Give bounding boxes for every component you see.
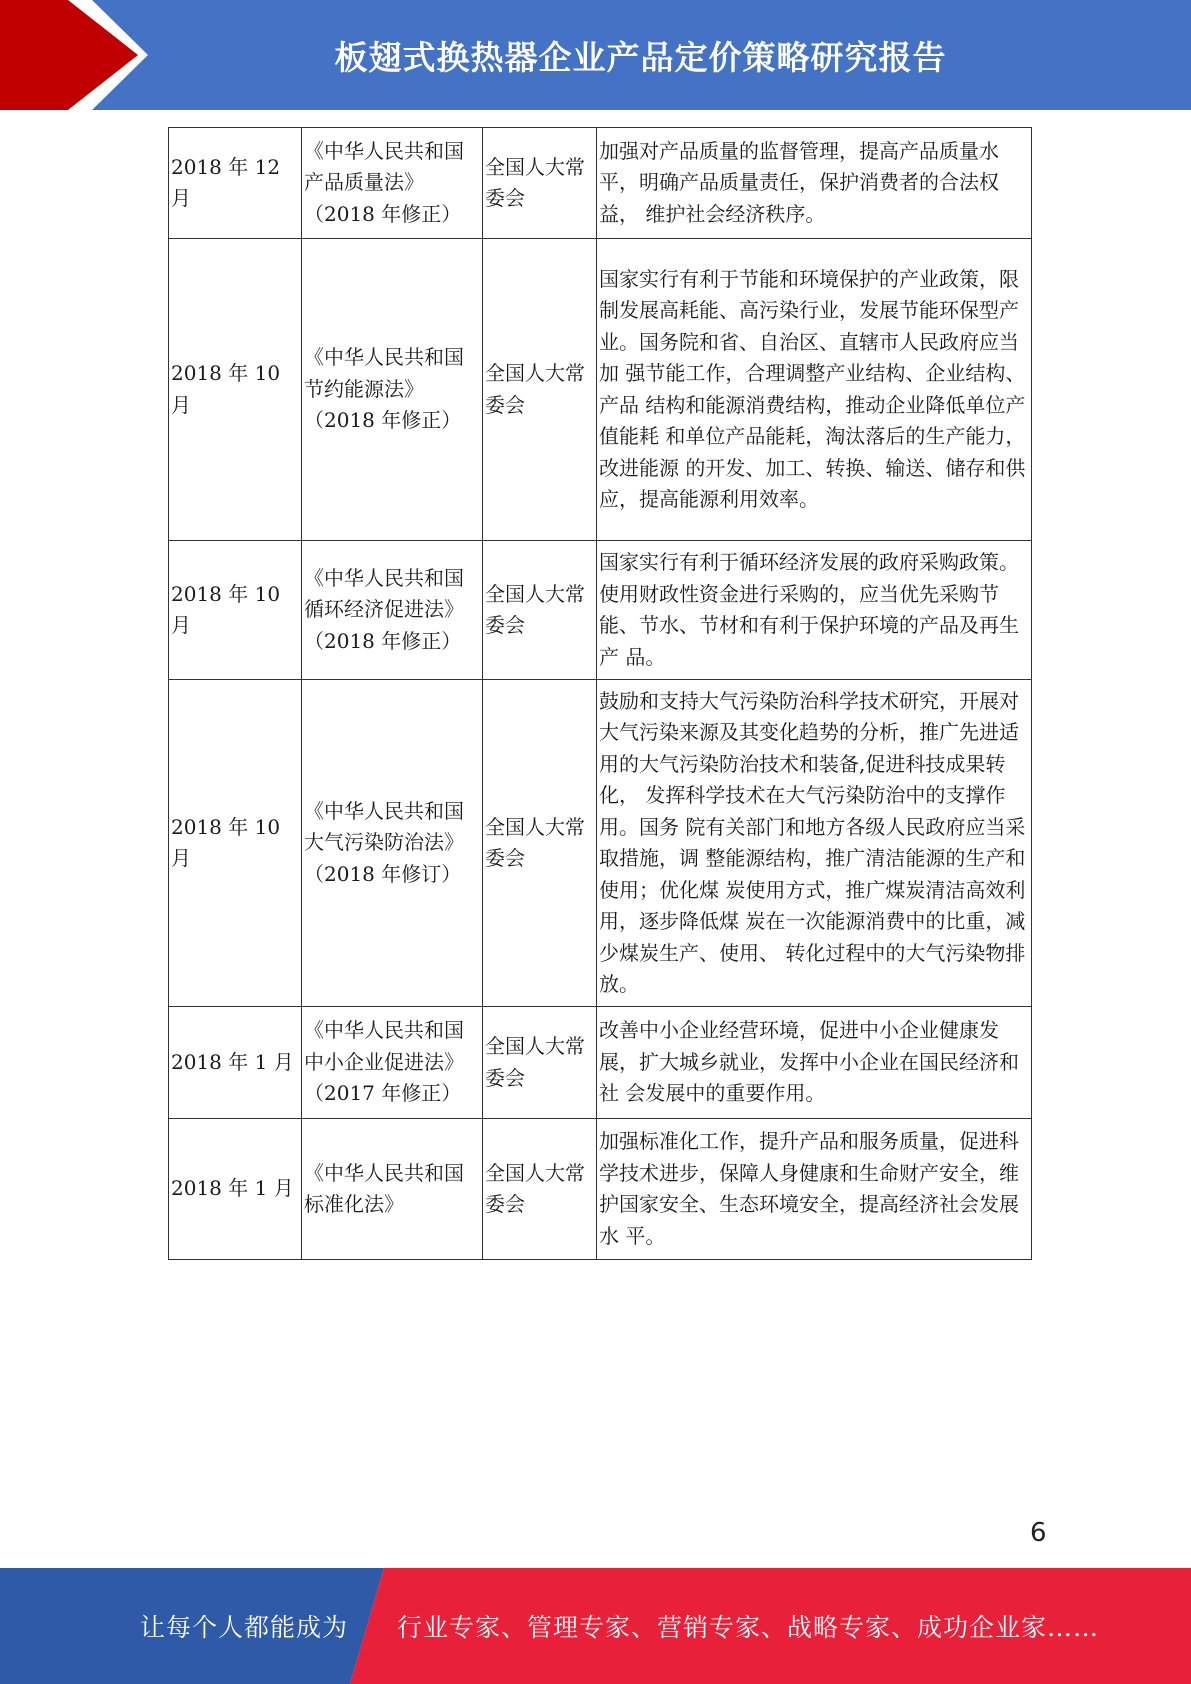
law-revision: （2018 年修订） [304,861,462,886]
law-cell [302,541,483,680]
footer-banner [0,1568,1191,1684]
table-row [169,541,1032,680]
header-banner [0,0,1191,110]
law-cell [302,128,483,239]
table-row [169,239,1032,541]
law-name: 《中华人民共和国节约能源法》 [304,345,464,401]
description-cell: 鼓励和支持大气污染防治科学技术研究，开展对大气污染来源及其变化趋势的分析，推广先进适 用的大气污染防治技术和装备,促进科技成果转化， 发挥科学技术在大气污染防治中的支撑作用。国务 院有关部门和地方各级人民政府应当采取措施，调 整能源结构，推广清洁能源的生产和使用；优化煤 炭使用方式，推广煤炭清洁高效利用，逐步降低煤 炭在一次能源消费中的比重，减少煤炭生产、使用、 转化过程中的大气污染物排放。 [597,680,1032,1007]
footer-slogan-right: 行业专家、管理专家、营销专家、战略专家、成功企业家…… [397,1613,1100,1642]
law-name: 《中华人民共和国大气污染防治法》 [304,798,464,855]
org-cell: 全国人大常委会 [483,239,597,541]
org-cell: 全国人大常委会 [483,128,597,239]
date-cell: 2018 年 10 月 [169,680,302,1007]
policy-table [168,127,1032,1260]
table-row [169,1119,1032,1260]
date-cell: 2018 年 1 月 [169,1007,302,1119]
date-cell: 2018 年 10 月 [169,239,302,541]
org-cell: 全国人大常委会 [483,1007,597,1119]
table-row [169,1007,1032,1119]
law-revision: （2018 年修正） [304,201,462,226]
description-cell: 国家实行有利于循环经济发展的政府采购政策。使用财政性资金进行采购的，应当优先采购节 能、节水、节材和有利于保护环境的产品及再生产 品。 [597,541,1032,680]
law-cell [302,680,483,1007]
date-cell: 2018 年 1 月 [169,1119,302,1260]
law-cell [302,239,483,541]
org-cell: 全国人大常委会 [483,541,597,680]
description-cell: 加强标准化工作，提升产品和服务质量，促进科学技术进步，保障人身健康和生命财产安全，维 护国家安全、生态环境安全，提高经济社会发展水 平。 [597,1119,1032,1260]
description-cell: 改善中小企业经营环境，促进中小企业健康发展，扩大城乡就业，发挥中小企业在国民经济和社 会发展中的重要作用。 [597,1007,1032,1119]
footer-slogan-left: 让每个人都能成为 [140,1613,349,1642]
law-name: 《中华人民共和国中小企业促进法》 [304,1018,464,1074]
law-name: 《中华人民共和国产品质量法》 [304,138,464,195]
law-revision: （2018 年修正） [304,408,462,433]
org-cell: 全国人大常委会 [483,1119,597,1260]
law-revision: （2017 年修正） [304,1081,462,1106]
description-cell: 加强对产品质量的监督管理，提高产品质量水平，明确产品质量责任，保护消费者的合法权益， 维护社会经济秩序。 [597,128,1032,239]
law-name: 《中华人民共和国循环经济促进法》 [304,565,464,622]
description-cell: 国家实行有利于节能和环境保护的产业政策，限制发展高耗能、高污染行业，发展节能环保型产 业。国务院和省、自治区、直辖市人民政府应当加 强节能工作，合理调整产业结构、企业结构、产品 结构和能源消费结构，推动企业降低单位产值能耗 和单位产品能耗，淘汰落后的生产能力，改进能源 的开发、加工、转换、输送、储存和供应，提高能源利用效率。 [597,239,1032,541]
law-cell [302,1007,483,1119]
report-title: 板翅式换热器企业产品定价策略研究报告 [334,37,947,77]
date-cell: 2018 年 12 月 [169,128,302,239]
law-name: 《中华人民共和国标准化法》 [304,1160,464,1216]
law-cell [302,1119,483,1260]
law-revision: （2018 年修正） [304,628,462,653]
table-row [169,128,1032,239]
page-number: 6 [1030,1518,1047,1548]
org-cell: 全国人大常委会 [483,680,597,1007]
date-cell: 2018 年 10 月 [169,541,302,680]
table-row [169,680,1032,1007]
